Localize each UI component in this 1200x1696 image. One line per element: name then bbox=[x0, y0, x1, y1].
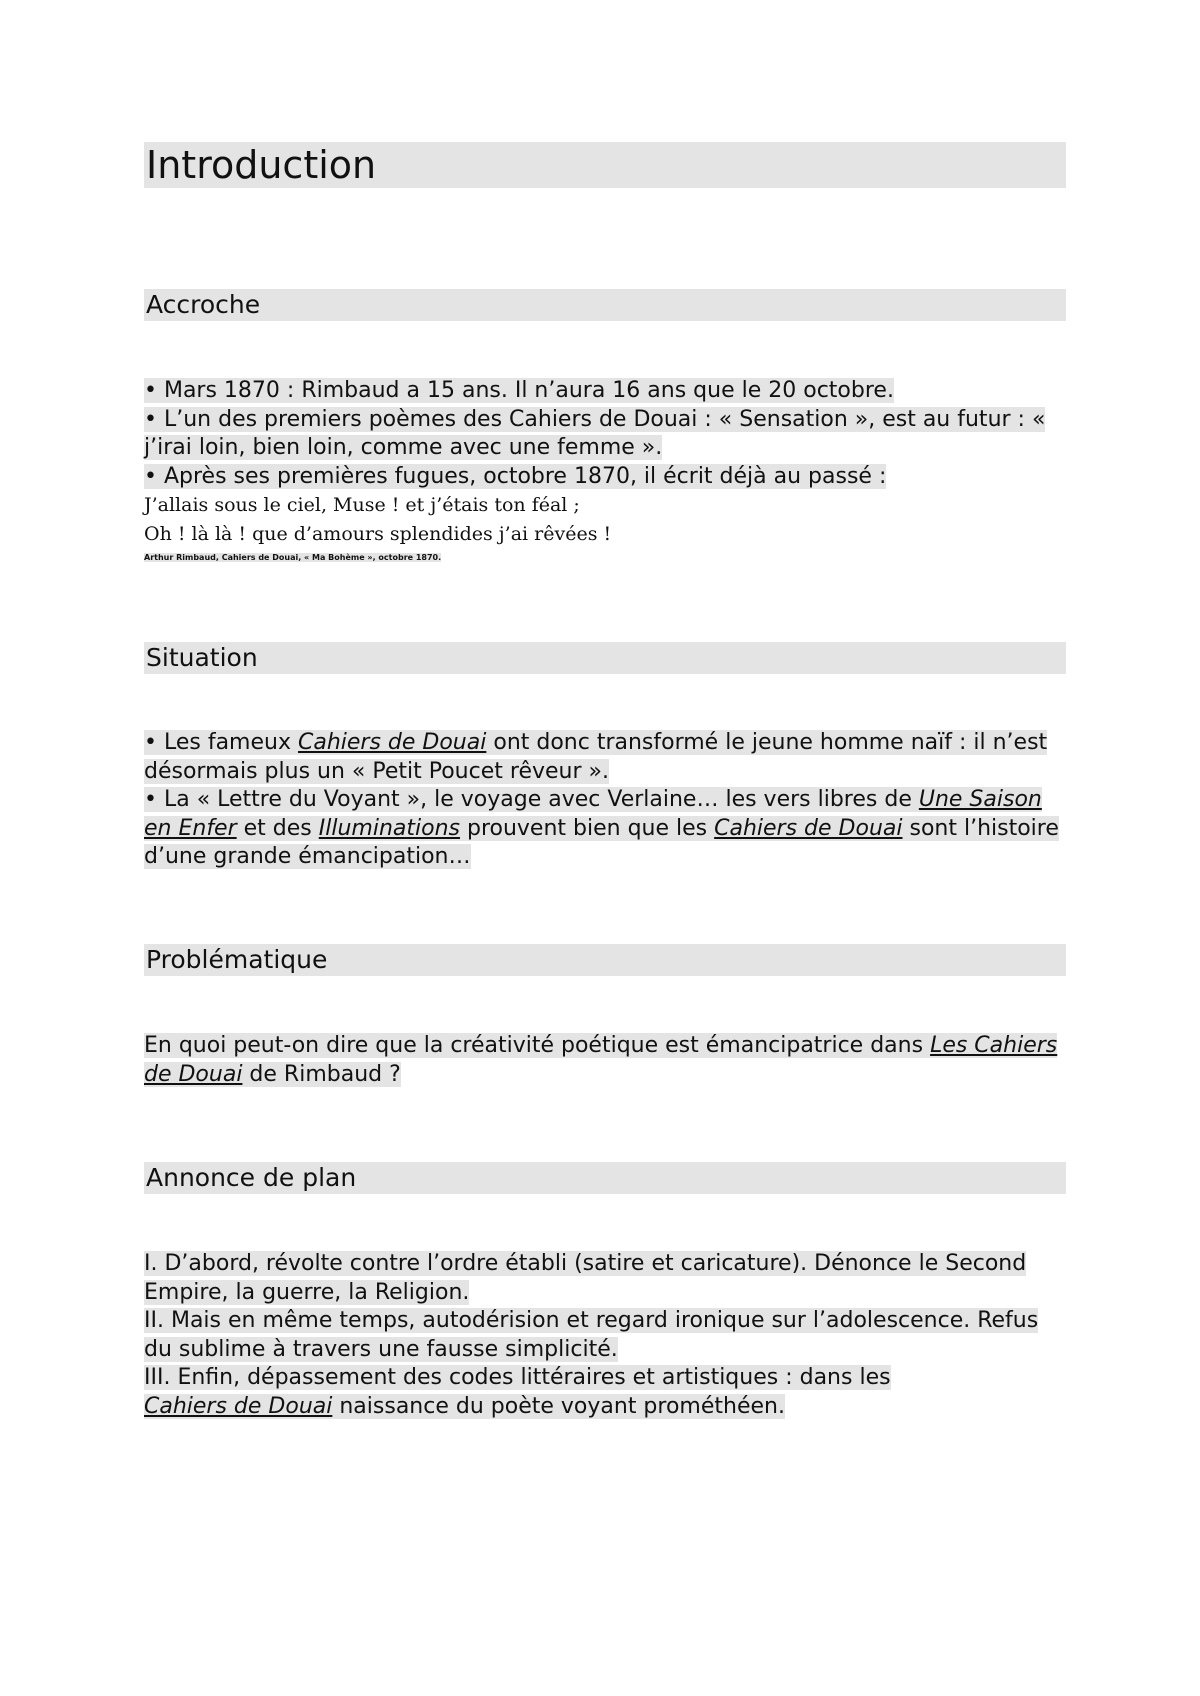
problematique-text bbox=[144, 1033, 1057, 1087]
work-title-une-saison-en-enfer: Une Saison en Enfer bbox=[144, 787, 1042, 841]
section-heading-plan: Annonce de plan bbox=[144, 1162, 1066, 1194]
section-heading-problematique: Problématique bbox=[144, 944, 1066, 976]
quote-source bbox=[144, 551, 1064, 565]
plan-part-2 bbox=[144, 1307, 1064, 1364]
section-heading-accroche: Accroche bbox=[144, 289, 1066, 321]
work-title-les-cahiers-de-douai: Les Cahiers de Douai bbox=[144, 1033, 1058, 1087]
problematique-pre: En quoi peut-on dire que la créativité poétique est émancipatrice dans bbox=[144, 1033, 931, 1058]
situation-p2-mid2: prouvent bien que les bbox=[459, 815, 715, 841]
situation-p2-post: sont l’histoire d’une grande émancipation… bbox=[144, 815, 1059, 869]
work-title-cahiers-de-douai: Cahiers de Douai bbox=[144, 1393, 333, 1419]
work-title-cahiers-de-douai: Cahiers de Douai bbox=[714, 815, 903, 841]
accroche-line-3: • Après ses premières fugues, octobre 1870, il écrit déjà au passé : bbox=[144, 463, 887, 489]
situation-p1-text bbox=[144, 730, 1047, 784]
situation-p2-text bbox=[144, 787, 1059, 869]
work-title-illuminations: Illuminations bbox=[318, 815, 460, 841]
accroche-line-2: • L’un des premiers poèmes des Cahiers de Douai : « Sensation », est au futur : « j’irai loin, bien loin, comme avec une femme ». bbox=[144, 406, 1046, 460]
situation-paragraph-1 bbox=[144, 729, 1064, 786]
plan-part-3-post: naissance du poète voyant prométhéen. bbox=[332, 1393, 785, 1419]
accroche-content bbox=[144, 377, 1064, 565]
situation-p1-post: ont donc transformé le jeune homme naïf : il n’est désormais plus un « Petit Poucet rêveur ». bbox=[144, 730, 1048, 784]
situation-p2-pre: • La « Lettre du Voyant », le voyage avec Verlaine… les vers libres de bbox=[144, 787, 919, 812]
plan-part-3 bbox=[144, 1364, 944, 1421]
work-title-cahiers-de-douai: Cahiers de Douai bbox=[297, 730, 487, 755]
situation-content bbox=[144, 729, 1064, 872]
plan-part-3-pre: III. Enfin, dépassement des codes littéraires et artistiques : dans les bbox=[144, 1365, 891, 1390]
plan-content bbox=[144, 1250, 1064, 1421]
accroche-paragraph-2 bbox=[144, 406, 1064, 463]
problematique-paragraph bbox=[144, 1032, 1064, 1089]
plan-part-1-text: I. D’abord, révolte contre l’ordre établi (satire et caricature). Dénonce le Second Empire, la guerre, la Religion. bbox=[144, 1251, 1027, 1305]
plan-part-2-text: II. Mais en même temps, autodérision et regard ironique sur l’adolescence. Refus du sublime à travers une fausse simplicité. bbox=[144, 1308, 1039, 1362]
plan-part-3-text bbox=[144, 1365, 891, 1419]
situation-p2-mid: et des bbox=[236, 815, 319, 841]
quote-source-text: Arthur Rimbaud, Cahiers de Douai, « Ma Bohème », octobre 1870. bbox=[144, 553, 442, 562]
quote-verse-2: Oh ! là là ! que d’amours splendides j’ai rêvées ! bbox=[144, 523, 612, 545]
quote-verse-1: J’allais sous le ciel, Muse ! et j’étais ton féal ; bbox=[144, 494, 580, 516]
problematique-content bbox=[144, 1032, 1064, 1089]
accroche-paragraph-1 bbox=[144, 377, 1064, 406]
page-title: Introduction bbox=[144, 142, 1066, 188]
plan-part-1 bbox=[144, 1250, 1064, 1307]
problematique-post: de Rimbaud ? bbox=[242, 1061, 401, 1087]
accroche-line-1: • Mars 1870 : Rimbaud a 15 ans. Il n’aura 16 ans que le 20 octobre. bbox=[144, 378, 894, 403]
situation-paragraph-2 bbox=[144, 786, 1064, 872]
accroche-paragraph-3 bbox=[144, 463, 1064, 492]
section-heading-situation: Situation bbox=[144, 642, 1066, 674]
situation-p1-pre: • Les fameux bbox=[144, 730, 298, 755]
